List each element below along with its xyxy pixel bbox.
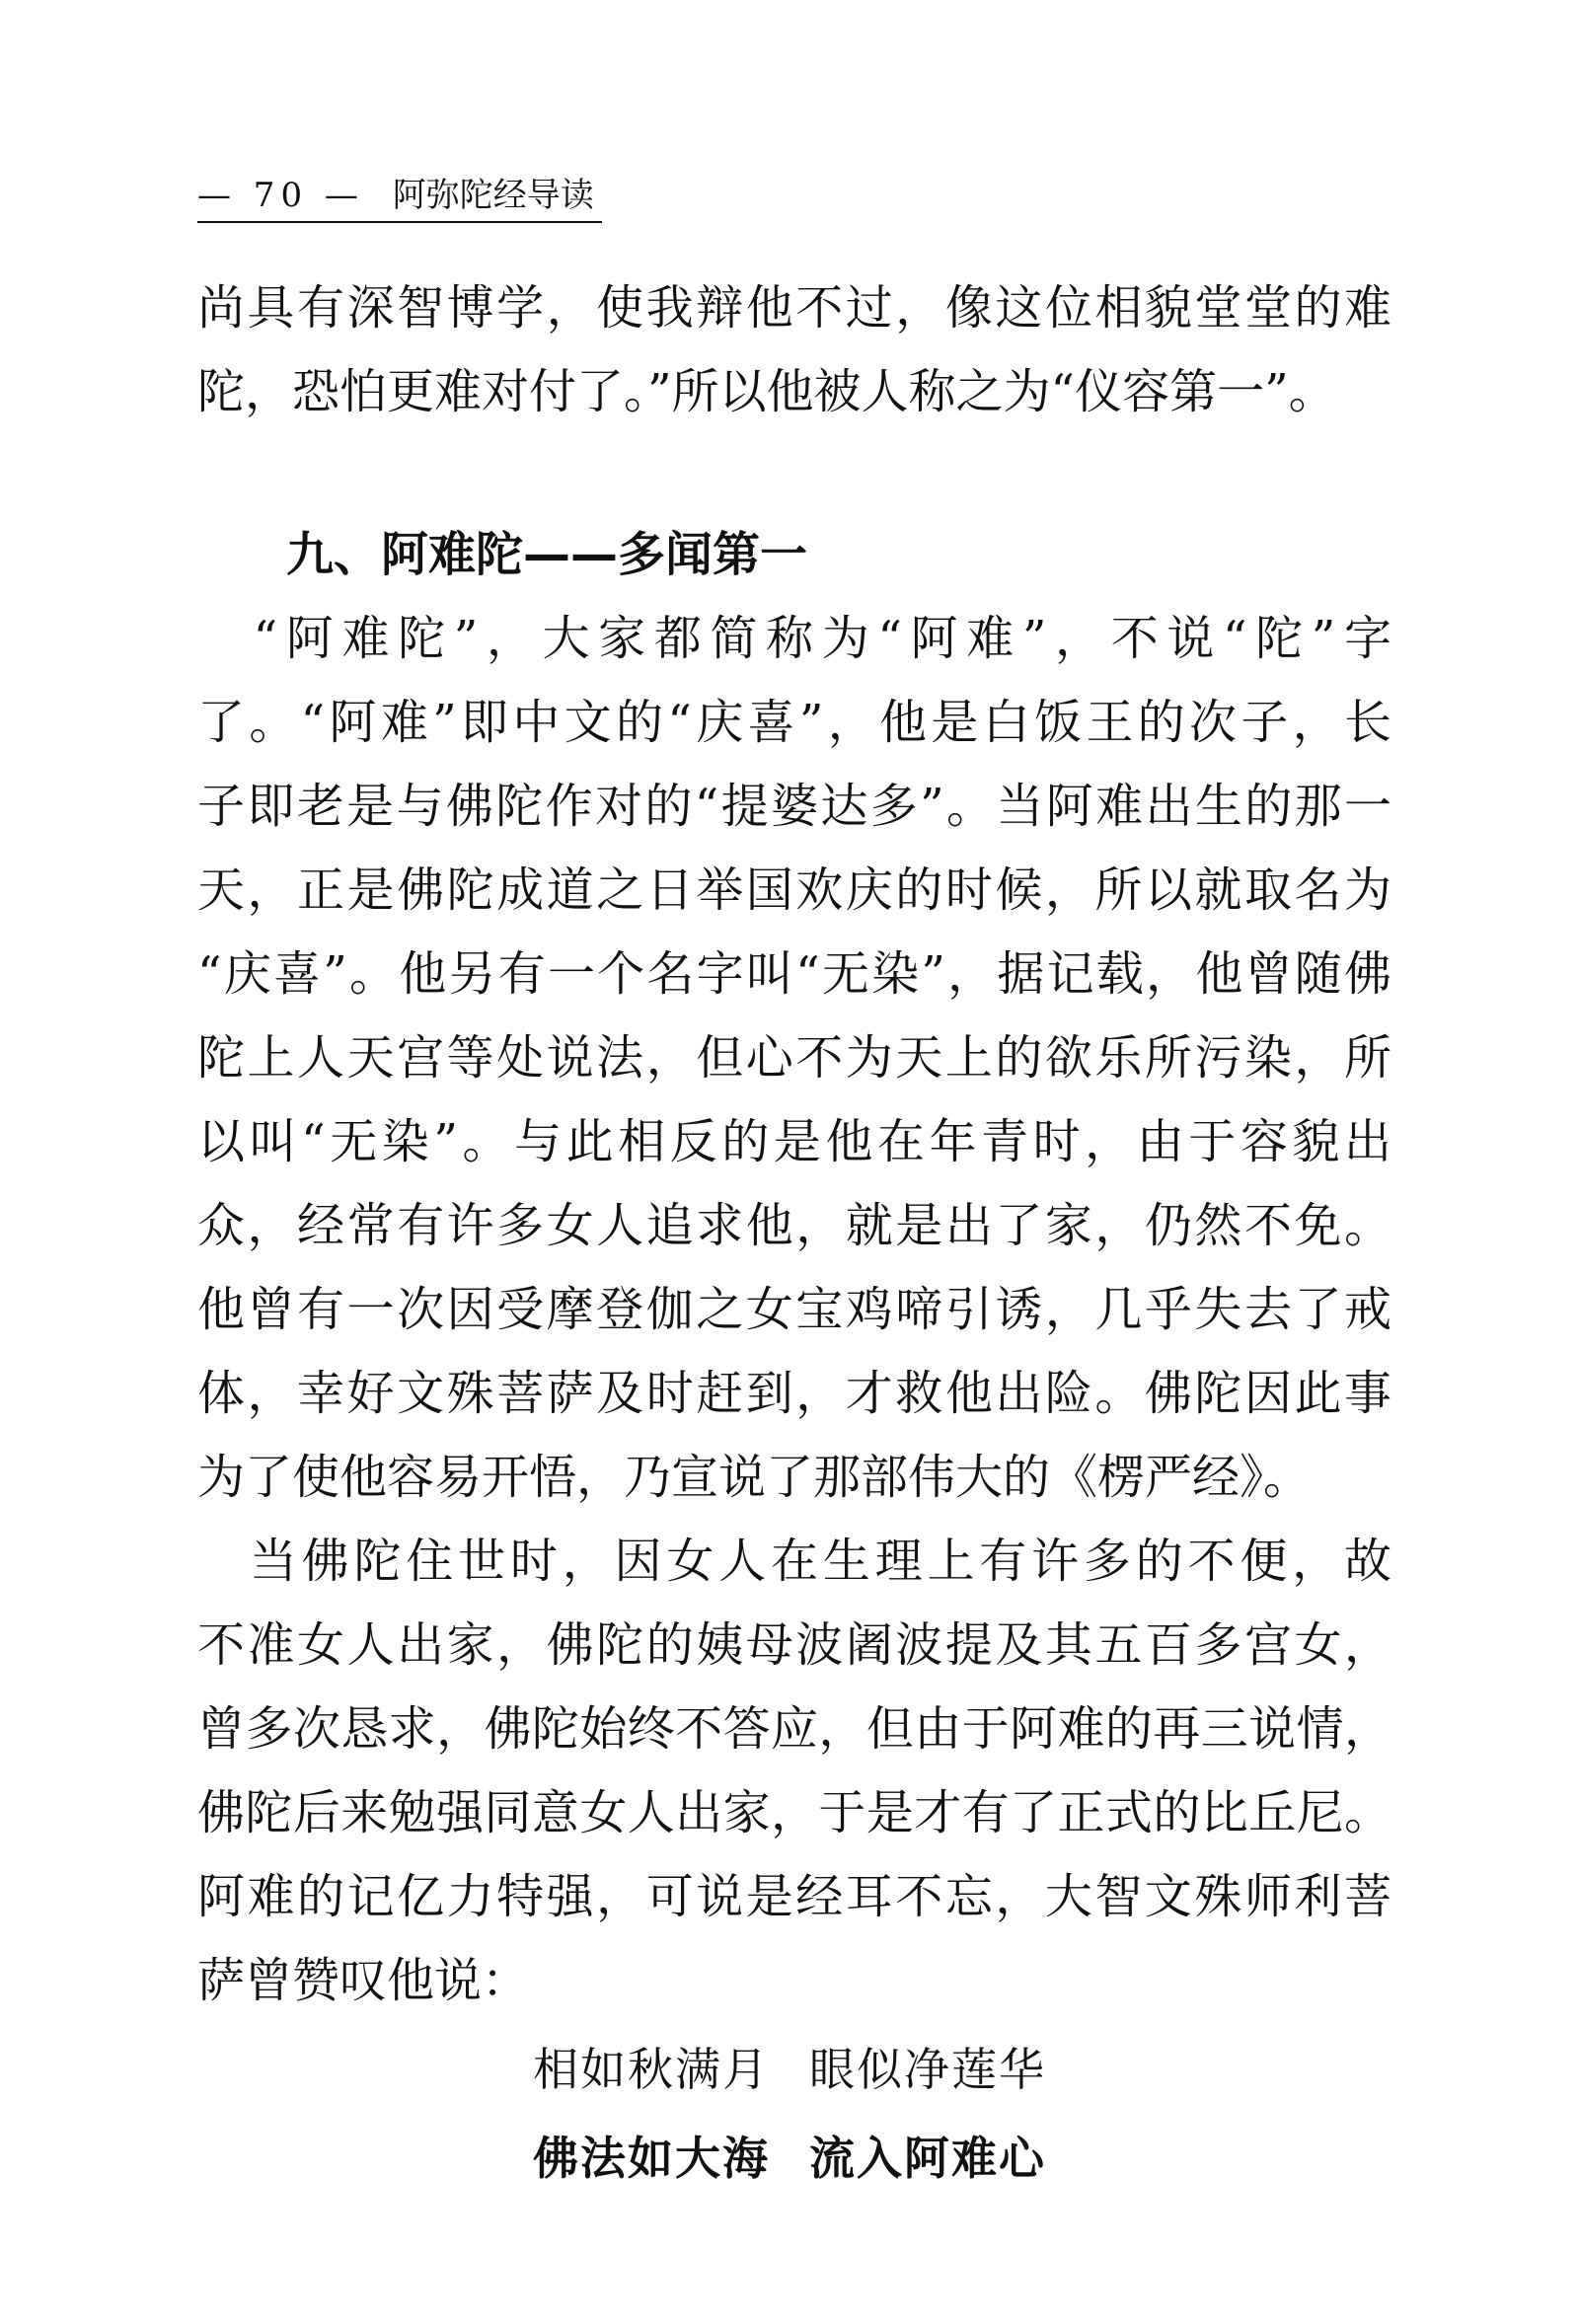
- body-line: 众，经常有许多女人追求他，就是出了家，仍然不免。: [197, 1198, 1391, 1253]
- running-header: [197, 170, 829, 221]
- verse-line: [533, 2028, 1421, 2111]
- book-title: 阿弥陀经导读: [392, 176, 594, 215]
- body-line: 以叫“无染”。与此相反的是他在年青时，由于容貌出: [197, 1114, 1391, 1169]
- body-line: 为了使他容易开悟，乃宣说了那部伟大的《楞严经》。: [197, 1450, 1312, 1505]
- verse-phrase: 佛法如大海: [533, 2132, 770, 2185]
- body-line: 曾多次恳求，佛陀始终不答应，但由于阿难的再三说情，: [197, 1701, 1391, 1757]
- body-line: 陀上人天宫等处说法，但心不为天上的欲乐所污染，所: [197, 1030, 1391, 1086]
- body-line: 萨曾赞叹他说：: [197, 1953, 530, 2008]
- body-line: 不准女人出家，佛陀的姨母波阇波提及其五百多宫女，: [197, 1617, 1391, 1673]
- body-line: 了。“阿难”即中文的“庆喜”，他是白饭王的次子，长: [197, 695, 1391, 750]
- body-line: 当佛陀住世时，因女人在生理上有许多的不便，故: [197, 1534, 1391, 1589]
- verse-phrase: 眼似净莲华: [809, 2043, 1046, 2096]
- body-line: “阿难陀”，大家都简称为“阿难”，不说“陀”字: [197, 611, 1391, 666]
- verse-phrase: 相如秋满月: [533, 2043, 770, 2096]
- body-line: 体，幸好文殊菩萨及时赶到，才救他出险。佛陀因此事: [197, 1366, 1391, 1421]
- verse-line: [533, 2117, 1421, 2200]
- body-line: 他曾有一次因受摩登伽之女宝鸡啼引诱，几乎失去了戒: [197, 1282, 1391, 1337]
- page-number: — 70 —: [197, 176, 364, 215]
- body-line: 阿难的记亿力特强，可说是经耳不忘，大智文殊师利菩: [197, 1869, 1391, 1924]
- section-heading: 九、阿难陀——多闻第一: [286, 527, 808, 582]
- header-rule: [197, 221, 602, 223]
- body-line: 天，正是佛陀成道之日举国欢庆的时候，所以就取名为: [197, 862, 1391, 918]
- body-line: 尚具有深智博学，使我辩他不过，像这位相貌堂堂的难: [197, 280, 1391, 336]
- body-line: 陀，恐怕更难对付了。”所以他被人称之为“仪容第一”。: [197, 364, 1336, 419]
- body-line: “庆喜”。他另有一个名字叫“无染”，据记载，他曾随佛: [197, 946, 1391, 1002]
- verse-phrase: 流入阿难心: [809, 2132, 1046, 2185]
- body-line: 子即老是与佛陀作对的“提婆达多”。当阿难出生的那一: [197, 779, 1391, 834]
- body-line: 佛陀后来勉强同意女人出家，于是才有了正式的比丘尼。: [197, 1785, 1391, 1840]
